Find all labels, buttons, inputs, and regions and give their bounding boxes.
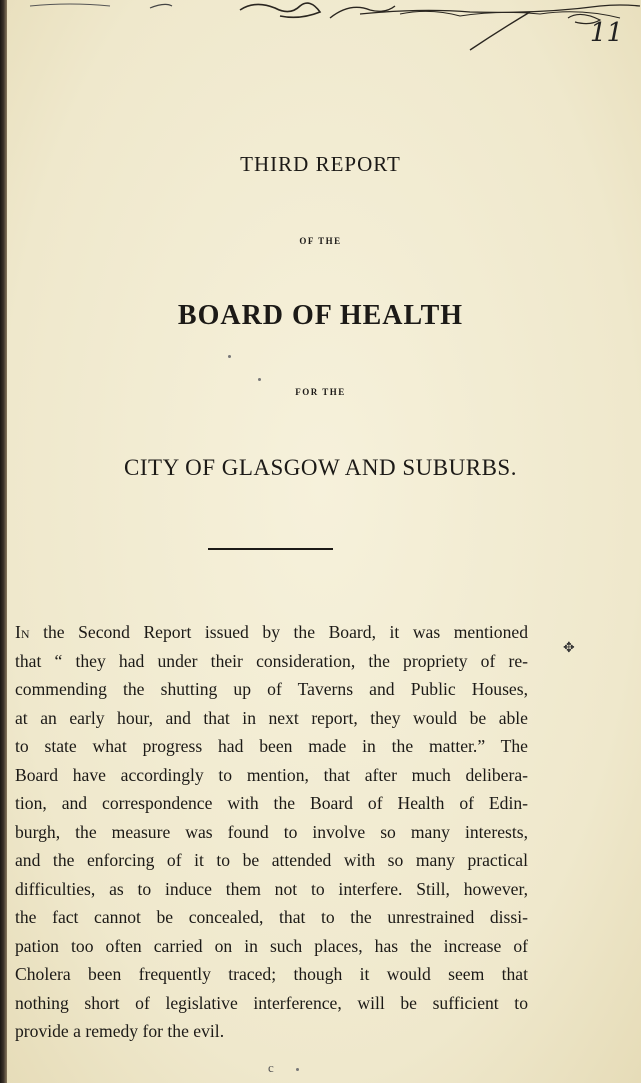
body-line: the fact cannot be concealed, that to the unrestrained dissi- — [15, 907, 528, 927]
body-line: difficulties, as to induce them not to interfere. Still, however, — [15, 878, 528, 899]
body-line: Board have accordingly to mention, that after much delibera- — [15, 764, 528, 785]
page-number: 11 — [589, 18, 623, 48]
body-line: commending the shutting up of Taverns and Public Houses, — [15, 679, 528, 699]
body-line: Cholera been frequently traced; though it would seem that — [15, 964, 528, 984]
title-connector-for-the: FOR THE — [295, 387, 346, 397]
report-title: THIRD REPORT — [240, 152, 401, 176]
body-line: pation too often carried on in such places, has the increase of — [15, 935, 528, 956]
board-title: BOARD OF HEALTH — [177, 300, 464, 331]
handwritten-signature — [0, 0, 641, 70]
body-line — [15, 618, 528, 647]
body-line: provide a remedy for the evil. — [15, 1021, 225, 1041]
title-connector-of-the: OF THE — [299, 236, 342, 246]
body-line: that “ they had under their consideration, the propriety of re- — [15, 650, 528, 671]
ink-speck — [296, 1068, 299, 1071]
body-line: burgh, the measure was found to involve so many interests, — [15, 821, 528, 842]
ink-speck — [258, 378, 261, 381]
body-line-text: the Second Report issued by the Board, it was mentioned — [29, 622, 528, 642]
body-line: at an early hour, and that in next report, they would be able — [15, 707, 528, 728]
body-line: tion, and correspondence with the Board of Health of Edin- — [15, 793, 528, 813]
ink-speck — [228, 355, 231, 358]
margin-mark: ✥ — [563, 641, 575, 656]
body-line: and the enforcing of it to be attended with so many practical — [15, 850, 528, 870]
body-paragraph — [15, 618, 528, 1046]
section-rule — [208, 548, 333, 550]
city-title: CITY OF GLASGOW AND SUBURBS. — [124, 455, 517, 480]
body-line: to state what progress had been made in the matter.” The — [15, 736, 528, 756]
body-line: nothing short of legislative interference, will be sufficient to — [15, 992, 528, 1013]
dropcap-word: In — [15, 622, 30, 642]
foot-mark: c — [268, 1060, 274, 1075]
